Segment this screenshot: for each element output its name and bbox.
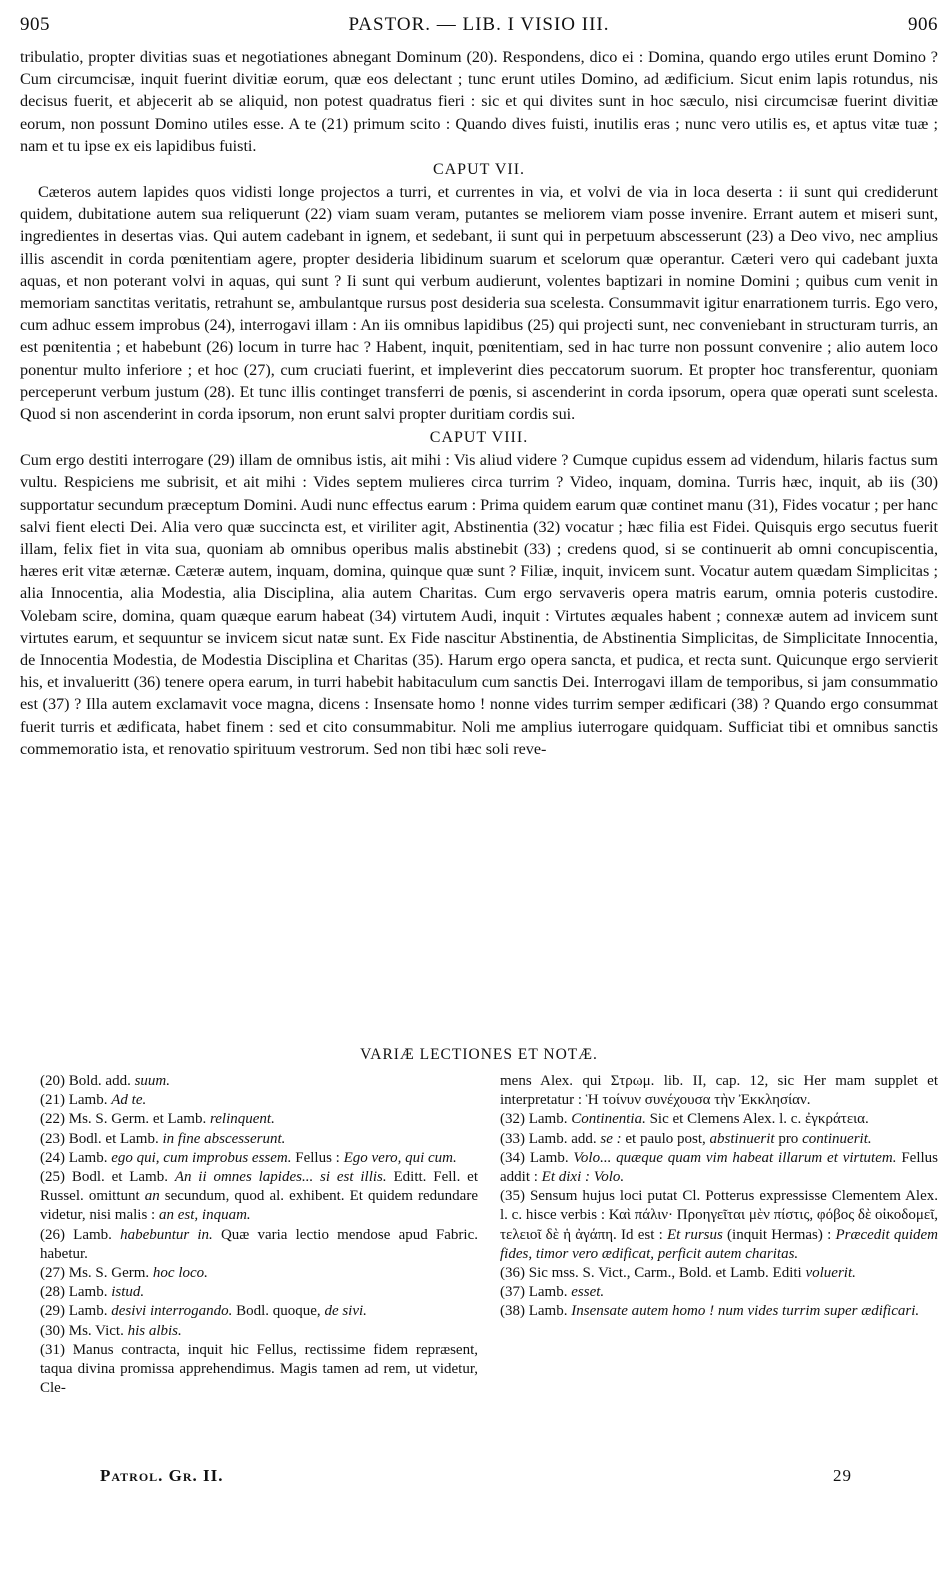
footer-sheet-number: 29 bbox=[833, 1466, 852, 1485]
note-item bbox=[500, 1302, 938, 1321]
note-italic: abstinuerit bbox=[709, 1130, 775, 1147]
note-text: (35) Sensum hujus loci putat Cl. Potterus expressisse Clementem Alex. l. c. hisce verbis : Καὶ πάλιν· Προηγεῖται μὲν πίστις, φόβος δὲ οἰκοδομεῖ, τελειοῖ δὲ ἡ ἀγάπη. Id est : bbox=[500, 1188, 938, 1243]
note-text: (32) Lamb. bbox=[500, 1111, 572, 1128]
note-text: (24) Lamb. bbox=[40, 1149, 112, 1166]
note-text: (21) Lamb. bbox=[40, 1092, 112, 1109]
note-text: mens Alex. qui Στρωμ. lib. bbox=[500, 1073, 693, 1089]
note-text: (38) Lamb. bbox=[500, 1303, 572, 1320]
notes-column-left bbox=[40, 1072, 478, 1398]
note-text: Quæ varia lectio mendose apud Fabric. habetur. bbox=[40, 1226, 478, 1262]
notes-column-right bbox=[500, 1072, 938, 1398]
paragraph-3: Cum ergo destiti interrogare (29) illam de omnibus istis, ait mihi : Vis aliud videre ? Cumque cupidus essem ad videndum, hilaris factus sum vultu. Respiciens me subrisit, et ait mihi : Vides septem mulieres circa turrim ? Video, inquam, domina. Turris hæc, inquit, ab iis (30) supportatur secundum præceptum Domini. Audi nunc effectus earum : Prima quidem earum quæ continet manu (31), Fides vocatur ; per hanc salvi fient electi Dei. Alia vero quæ succincta est, et viriliter agit, Abstinentia (32) vocatur ; hæc filia est Fidei. Quisquis ergo secutus fuerit illam, felix fiet in vita sua, quoniam ab omnibus operibus malis abstinebit (33) ; credens quod, si se continuerit ab omni concupiscentia, hæres erit vitæ æternæ. Cæteræ autem, inquam, domina, quinque quæ sunt ? Filiæ, inquit, invicem sunt. Vocatur autem quædam Simplicitas ; alia Innocentia, alia Modestia, alia Disciplina, alia autem Charitas. Cum ergo servaveris opera matris earum, omnia poteris custodire. Volebam scire, domina, quam quæque earum habeat (34) virtutem Audi, inquit : Virtutes æquales habent ; connexæ autem ad invicem sunt virtutes earum, et sequuntur se invicem sicut natæ sunt. Ex Fide nascitur Abstinentia, de Abstinentia Simplicitas, de Simplicitate Innocentia, de Innocentia Modestia, de Modestia Disciplina et Charitas (35). Harum ergo opera sancta, et pudica, et recta sunt. Quicunque ergo servierit his, et invalueritt (36) tenere opera earum, in turri habebit habitaculum cum sanctis Dei. Interrogavi illam de temporibus, si jam consummatio est (37) ? Illa autem exclamavit voce magna, dicens : Insensate homo ! nonne vides turrim semper ædificari (38) ? Quando ergo consummat fuerit turris et ædificata, habet finem : sed et cito consummabitur. Noli me amplius iuterrogare quidquam. Sufficiat tibi et omnibus sanctis commemoratio ista, et renovatio spirituum vestrorum. Sed non tibi hæc soli reve- bbox=[20, 451, 938, 758]
note-item bbox=[500, 1149, 938, 1187]
note-item bbox=[500, 1110, 938, 1129]
note-text: (28) Lamb. bbox=[40, 1284, 112, 1301]
page-footer bbox=[100, 1466, 852, 1486]
note-text: (20) Bold. add. bbox=[40, 1073, 135, 1089]
note-item bbox=[40, 1110, 478, 1129]
column-number-left: 905 bbox=[20, 14, 50, 35]
note-italic: se : bbox=[600, 1130, 622, 1147]
note-italic: Insensate autem homo ! num vides turrim super ædificari. bbox=[571, 1303, 920, 1320]
note-italic: an bbox=[144, 1188, 160, 1205]
note-italic: Et rursus bbox=[666, 1226, 723, 1243]
note-item bbox=[40, 1322, 478, 1341]
chapter-heading-8: CAPUT VIII. bbox=[429, 429, 529, 447]
note-italic: Præcedit quidem fides, timor vero ædificat, perficit autem charitas. bbox=[500, 1226, 938, 1262]
note-text: Editt. Fell. et Russel. omittunt bbox=[40, 1169, 478, 1205]
note-item bbox=[40, 1341, 478, 1399]
column-number-right: 906 bbox=[907, 14, 938, 35]
note-item bbox=[40, 1149, 478, 1168]
note-italic: de sivi. bbox=[324, 1303, 367, 1320]
note-item bbox=[500, 1187, 938, 1264]
note-text: (30) Ms. Vict. bbox=[40, 1322, 128, 1339]
note-italic: Continentia. bbox=[571, 1111, 646, 1128]
note-italic: voluerit. bbox=[805, 1265, 856, 1282]
note-text: (33) Lamb. add. bbox=[500, 1130, 601, 1147]
note-text: II, cap. 12, sic Her mam supplet et interpretatur : Ἡ τοίνυν συνέχουσα τὴν Ἐκκλησίαν. bbox=[500, 1073, 938, 1109]
note-text: (36) Sic mss. S. Vict., Carm., Bold. et Lamb. Editi bbox=[500, 1265, 806, 1282]
note-item bbox=[40, 1283, 478, 1302]
note-italic: Volo... quæque quam vim habeat illarum et virtutem. bbox=[573, 1149, 897, 1166]
notes-heading: VARIÆ LECTIONES ET NOTÆ. bbox=[360, 1046, 598, 1063]
note-italic: Et dixi : Volo. bbox=[541, 1169, 625, 1186]
note-italic: hoc loco. bbox=[152, 1265, 208, 1282]
note-text: Fellus addit : bbox=[500, 1149, 938, 1186]
note-item bbox=[500, 1264, 938, 1283]
note-item bbox=[40, 1302, 478, 1321]
note-text: (29) Lamb. bbox=[40, 1303, 112, 1320]
note-text: (27) Ms. S. Germ. bbox=[40, 1265, 153, 1282]
note-text: secundum, quod al. exhibent. Et quidem redundare videtur, nisi malis : bbox=[40, 1188, 478, 1224]
page-header bbox=[20, 14, 938, 36]
paragraph-2: Cæteros autem lapides quos vidisti longe projectos a turri, et currentes in via, et volvi de via in loca deserta : ii sunt qui crediderunt quidem, dubitatione autem sua reliquerunt (22) viam suam veram, putantes se meliorem viam posse invenire. Errant autem et miseri sunt, ingredientes in desertas vias. Qui autem cadebant in ignem, et sedebant, ii sunt qui in perpetuum abscesserunt (23) a Deo vivo, nec amplius illis ascendit in corda pœnitentiam agere, propter desideria libidinum suarum et scelorum quæ operantur. Cæteri vero qui cadebant juxta aquas, et non poterant volvi in aquas, qui sunt ? Ii sunt qui verbum audierunt, volentes baptizari in nomine Domini ; quibus cum venit in memoriam sanctitas veritatis, retrahunt se, ambulantque rursus post desideria sua scelesta. Consummavit igitur enarrationem turris. Ego vero, cum adhuc essem improbus (24), interrogavi illam : An iis omnibus lapidibus (25) qui projecti sunt, nec conveniebant in structuram turris, an est pœnitentia ; et habebunt (26) locum in turre hac ? Habent, inquit, pœnitentiam, sed in hac turre non possunt convenire ; alio autem loco ponentur multo inferiore ; et hoc (27), cum cruciati fuerint, et impleverint dies peccatorum suorum. Et propter hoc transferentur, quoniam perceperunt verbum justum (28). Et tunc illis continget transferri de pœnis, si ascenderint in corda ipsorum, opera quæ operati sunt scelesta. Quod si non ascenderint in corda ipsorum, non erunt salvi propter duritiam cordis sui. bbox=[20, 183, 938, 424]
note-item bbox=[500, 1072, 938, 1110]
note-text: (inquit Hermas) : bbox=[722, 1226, 836, 1243]
chapter-heading-7: CAPUT VII. bbox=[432, 161, 526, 179]
note-italic: esset. bbox=[571, 1284, 605, 1301]
note-italic: Ad te. bbox=[111, 1092, 147, 1109]
note-italic: relinquent. bbox=[209, 1111, 275, 1128]
note-italic: An ii omnes lapides... si est illis. bbox=[174, 1169, 387, 1186]
note-italic: istud. bbox=[111, 1284, 145, 1301]
note-italic: desivi interrogando. bbox=[111, 1303, 233, 1320]
note-text: Bodl. quoque, bbox=[232, 1303, 325, 1320]
note-text: (31) Manus contracta, inquit hic Fellus, rectissime fidem repræsent, taqua divina promissa apprehendimus. Magis tamen ad rem, ut videtur, Cle- bbox=[40, 1341, 478, 1397]
footer-signature: Patrol. Gr. II. bbox=[100, 1466, 224, 1485]
note-text: (25) Bodl. et Lamb. bbox=[40, 1169, 175, 1186]
note-item bbox=[40, 1264, 478, 1283]
note-text: Fellus : bbox=[291, 1149, 344, 1166]
note-text: pro bbox=[774, 1130, 803, 1147]
note-text: (37) Lamb. bbox=[500, 1284, 572, 1301]
note-text: (22) Ms. S. Germ. et Lamb. bbox=[40, 1111, 210, 1128]
note-italic: continuerit. bbox=[802, 1130, 872, 1147]
note-italic: his albis. bbox=[127, 1322, 182, 1339]
note-item bbox=[40, 1072, 478, 1091]
note-item bbox=[40, 1168, 478, 1226]
note-item bbox=[40, 1091, 478, 1110]
note-text: (26) Lamb. bbox=[40, 1226, 121, 1243]
note-item bbox=[40, 1130, 478, 1149]
notes bbox=[40, 1072, 938, 1398]
note-text: et paulo post, bbox=[621, 1130, 710, 1147]
note-italic: habebuntur in. bbox=[120, 1226, 213, 1243]
paragraph-1: tribulatio, propter divitias suas et negotiationes abnegant Dominum (20). Respondens, dico ei : Domina, quando ergo utiles erunt Domino ? Cum circumcisæ, inquit fuerint divitiæ eorum, quæ eos delectant ; tunc erunt utiles Domino, ad ædificium. Sicut enim lapis rotundus, nis decisus fuerit, et abjecerit ab se aliquid, non potest quadratus fieri : sic et qui divites sunt in hoc sæculo, nisi circumcisæ fuerint divitiæ eorum, non possunt Domino utiles esse. A te (21) primum scito : Quando dives fuisti, inutilis eras ; nunc vero utilis es, et aptus vitæ tuæ ; nam et tu ipse ex eis lapidibus fuisti. bbox=[20, 48, 938, 155]
note-italic: in fine abscesserunt. bbox=[162, 1130, 286, 1147]
note-italic: ego qui, cum improbus essem. bbox=[111, 1149, 292, 1166]
main-text bbox=[20, 46, 938, 760]
note-italic: Ego vero, qui cum. bbox=[343, 1149, 457, 1166]
note-item bbox=[40, 1226, 478, 1264]
note-italic: suum. bbox=[134, 1073, 170, 1089]
note-italic: an est, inquam. bbox=[158, 1207, 251, 1224]
note-item bbox=[500, 1283, 938, 1302]
note-text: (34) Lamb. bbox=[500, 1149, 574, 1166]
note-item bbox=[500, 1130, 938, 1149]
note-text: (23) Bodl. et Lamb. bbox=[40, 1130, 163, 1147]
running-title: PASTOR. — LIB. I VISIO III. bbox=[348, 14, 610, 35]
note-text: Sic et Clemens Alex. l. c. ἐγκράτεια. bbox=[645, 1111, 869, 1128]
